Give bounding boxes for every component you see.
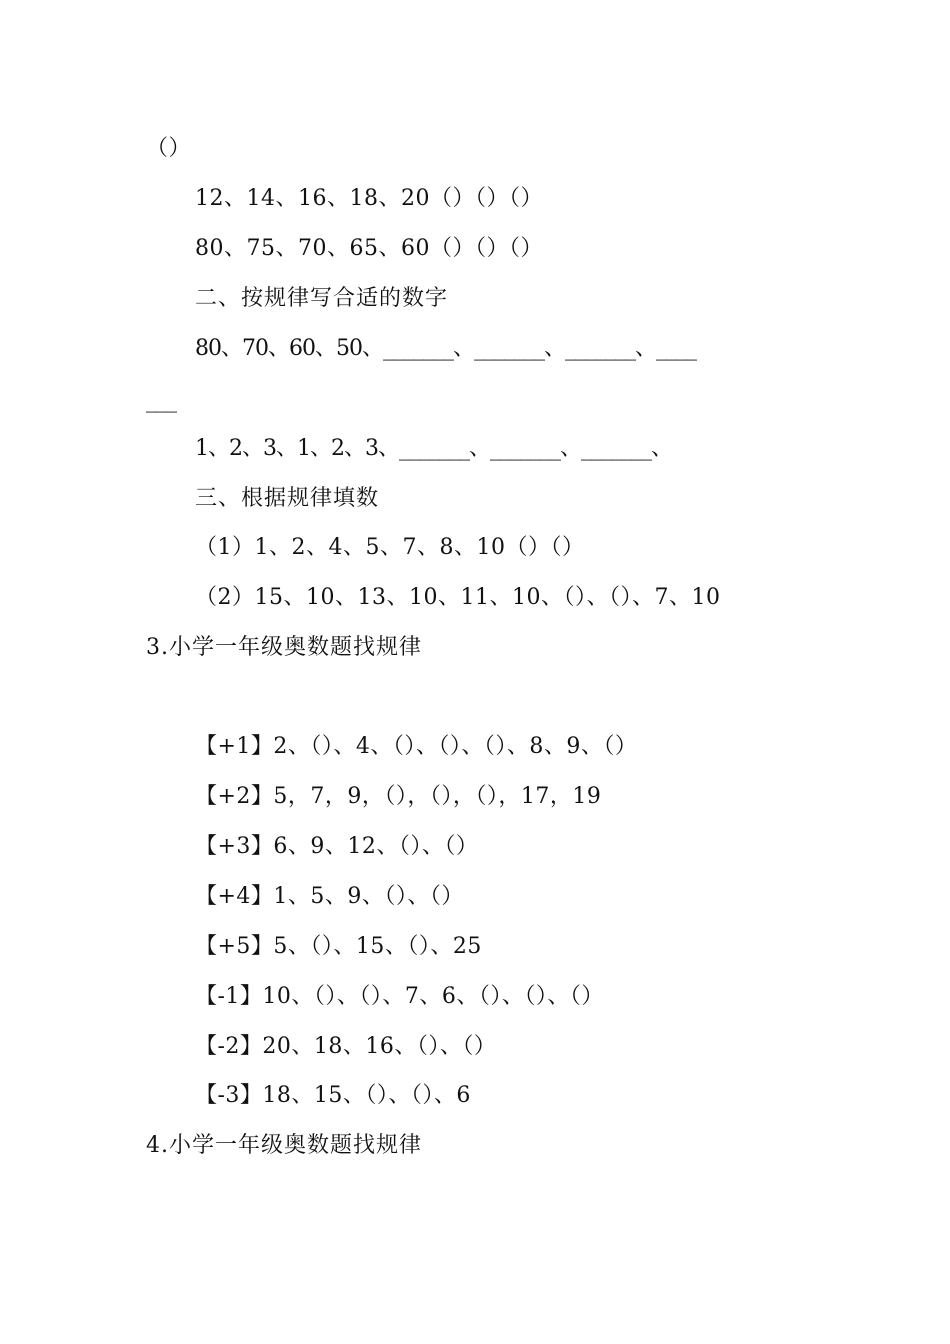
text-line-tens-blanks: 80、70、60、50、_______、_______、_______、____ — [195, 336, 696, 361]
section-title-3: 3.小学一年级奥数题找规律 — [146, 635, 422, 660]
text-line-plus-2: 【+2】5，7，9，（），（），（），17，19 — [195, 784, 602, 809]
text-line-plus-1: 【+1】2、（）、4、（）、（）、（）、8、9、（） — [195, 734, 638, 759]
section-heading-two: 二、按规律写合适的数字 — [195, 286, 449, 311]
text-line-minus-1: 【-1】10、（）、（）、7、6、（）、（）、（） — [195, 984, 604, 1009]
text-line-minus-2: 【-2】20、18、16、（）、（） — [195, 1034, 497, 1059]
text-line-plus-5: 【+5】5、（）、15、（）、25 — [195, 934, 482, 959]
section-title-4: 4.小学一年级奥数题找规律 — [146, 1133, 422, 1158]
text-line-sequence-fives: 80、75、70、65、60（）（）（） — [195, 236, 543, 261]
text-line-item-2: （2）15、10、13、10、11、10、（）、（）、7、10 — [195, 585, 721, 610]
text-line-blank-continuation: ___ — [146, 388, 176, 413]
section-heading-three: 三、根据规律填数 — [195, 486, 380, 511]
text-line-plus-3: 【+3】6、9、12、（）、（） — [195, 834, 479, 859]
text-line-minus-3: 【-3】18、15、（）、（）、6 — [195, 1083, 471, 1108]
text-line-sequence-even: 12、14、16、18、20（）（）（） — [195, 186, 543, 211]
text-line-item-1: （1）1、2、4、5、7、8、10（）（） — [195, 535, 585, 560]
text-line-plus-4: 【+4】1、5、9、（）、（） — [195, 884, 464, 909]
text-line-repeat-blanks: 1、2、3、1、2、3、_______、_______、_______、 — [195, 436, 672, 461]
text-line-paren: （） — [146, 136, 192, 161]
